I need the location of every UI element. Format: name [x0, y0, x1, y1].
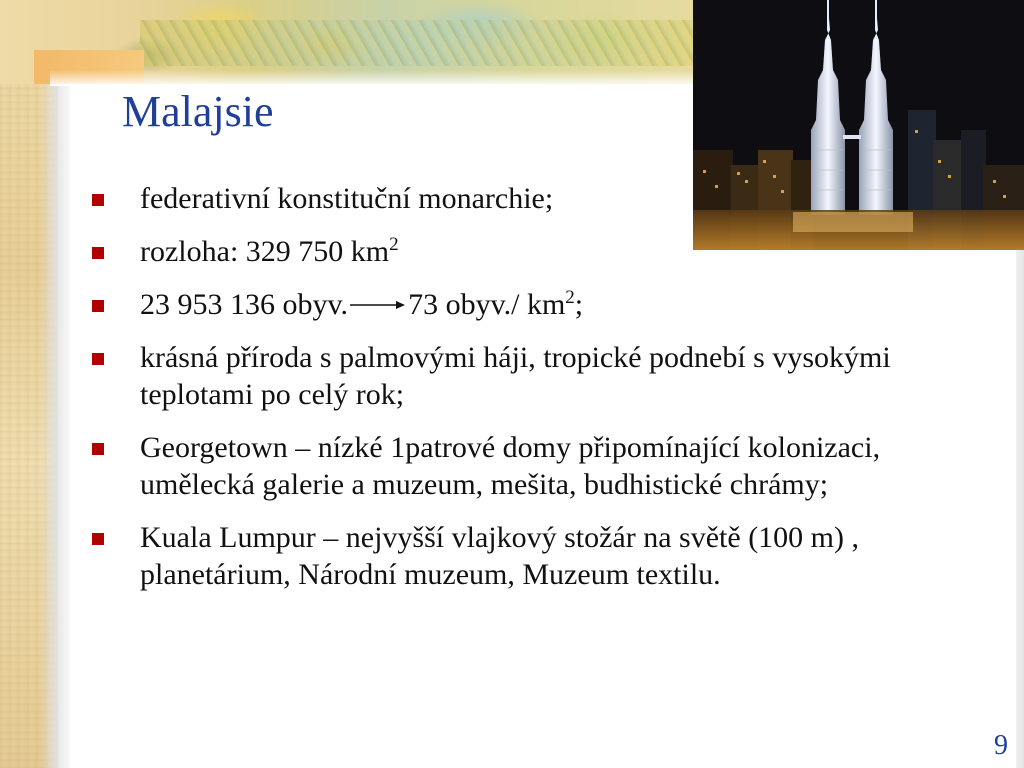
density-text: 73 obyv./ km	[408, 288, 566, 321]
bullet-item	[86, 180, 966, 217]
right-edge-strip	[1016, 250, 1024, 768]
bullet-text: federativní konstituční monarchie;	[140, 182, 554, 215]
square-bullet-icon	[92, 247, 104, 259]
banner-fade	[50, 70, 700, 86]
bullet-text: Georgetown – nízké 1patrové domy připomínající kolonizaci, umělecká galerie a muzeum, mešita, budhistické chrámy;	[140, 431, 881, 501]
square-bullet-icon	[92, 533, 104, 545]
square-bullet-icon	[92, 194, 104, 206]
border-shadow	[40, 84, 70, 768]
square-bullet-icon	[92, 353, 104, 365]
square-bullet-icon	[92, 300, 104, 312]
bullet-item	[86, 519, 966, 593]
bullet-text: krásná příroda s palmovými háji, tropické podnebí s vysokými teplotami po celý rok;	[140, 341, 891, 411]
superscript: 2	[565, 287, 575, 308]
slide-title: Malajsie	[122, 87, 274, 136]
bullet-list	[86, 180, 966, 609]
right-arrow-icon	[348, 298, 406, 312]
bullet-item	[86, 339, 966, 413]
superscript: 2	[389, 234, 399, 255]
bullet-item	[86, 233, 966, 270]
bullet-text: Kuala Lumpur – nejvyšší vlajkový stožár na světě (100 m) , planetárium, Národní muzeum, Muzeum textilu.	[140, 521, 860, 591]
population-text: 23 953 136 obyv.	[140, 288, 349, 321]
bullet-text: rozloha: 329 750 km	[140, 235, 390, 268]
bullet-item	[86, 286, 966, 323]
leaf-banner-texture	[140, 20, 700, 66]
square-bullet-icon	[92, 443, 104, 455]
bullet-text-tail: ;	[574, 288, 584, 321]
bullet-item	[86, 429, 966, 503]
page-number: 9	[994, 730, 1008, 761]
